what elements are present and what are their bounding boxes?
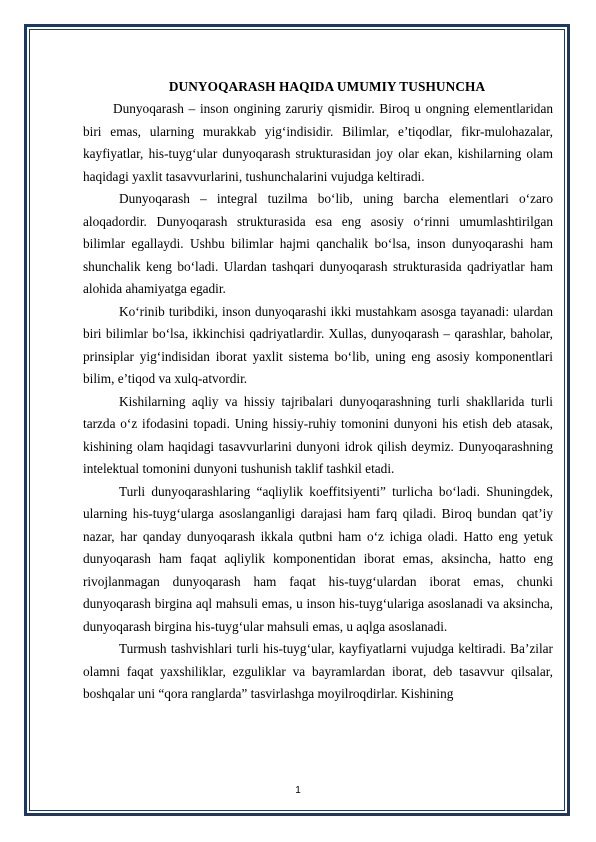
paragraph-2: Dunyoqarash – integral tuzilma bo‘lib, uning barcha elementlari o‘zaro aloqadordir. Dunyoqarash strukturasida esa eng asosiy o‘rinni umumlashtirilgan bilimlar egallaydi. Ushbu bilimlar hajmi qanchalik bo‘lsa, inson dunyoqarashi ham shunchalik keng bo‘ladi. Ulardan tashqari dunyoqarash strukturasida qadriyatlar ham alohida ahamiyatga egadir. <box>83 191 553 296</box>
paragraph-4: Kishilarning aqliy va hissiy tajribalari dunyoqarashning turli shakllarida turli tarzda o‘z ifodasini topadi. Uning hissiy-ruhiy tomonini dunyoni his etish deb atasak, kishining olam haqidagi tasavvurlarini dunyoni idrok qilish deymiz. Dunyoqarashning intelektual tomonini dunyoni tushunish taklif tashkil etadi. <box>83 393 553 476</box>
paragraph-6: Turmush tashvishlari turli his-tuyg‘ular, kayfiyatlarni vujudga keltiradi. Ba’zilar olamni faqat yaxshiliklar, ezguliklar va bayramlardan iborat, deb tasavvur qilsalar, boshqalar uni “qora ranglarda” tasvirlashga moyilroqdirlar. Kishining <box>83 641 553 701</box>
document-body <box>83 76 553 706</box>
paragraph-3: Ko‘rinib turibdiki, inson dunyoqarashi ikki mustahkam asosga tayanadi: ulardan biri bilimlar bo‘lsa, ikkinchisi qadriyatlardir. Xullas, dunyoqarash – qarashlar, baholar, prinsiplar yig‘indisidan iborat yaxlit sistema bo‘lib, uning eng asosiy komponentlari bilim, e’tiqod va xulq-atvordir. <box>83 303 553 386</box>
paragraph-1: Dunyoqarash – inson ongining zaruriy qismidir. Biroq u ongning elementlaridan biri emas, ularning murakkab yig‘indisidir. Bilimlar, e’tiqodlar, fikr-mulohazalar, kayfiyatlar, his-tuyg‘ular dunyoqarash strukturasidan joy olar ekan, kishilarning olam haqidagi yaxlit tasavvurlarini, tushunchalarini vujudga keltiradi. <box>83 101 553 184</box>
paragraph-5: Turli dunyoqarashlaring “aqliylik koeffitsiyenti” turlicha bo‘ladi. Shuningdek, ularning his-tuyg‘ularga asoslanganligi darajasi ham farq qiladi. Biroq bundan qat’iy nazar, har qanday dunyoqarash ikkala qutbni ham o‘z ichiga oladi. Hatto eng yetuk dunyoqarash ham faqat aqliylik komponentidan iborat emas, aksincha, hatto eng rivojlanmagan dunyoqarash ham faqat his-tuyg‘ulardan iborat emas, chunki dunyoqarash birgina aql mahsuli emas, u inson his-tuyg‘ulariga asoslanadi va aksincha, dunyoqarash birgina his-tuyg‘ular mahsuli emas, u aqlga asoslanadi. <box>83 483 553 634</box>
page-number: 1 <box>295 785 301 796</box>
document-title: DUNYOQARASH HAQIDA UMUMIY TUSHUNCHA <box>168 79 486 94</box>
